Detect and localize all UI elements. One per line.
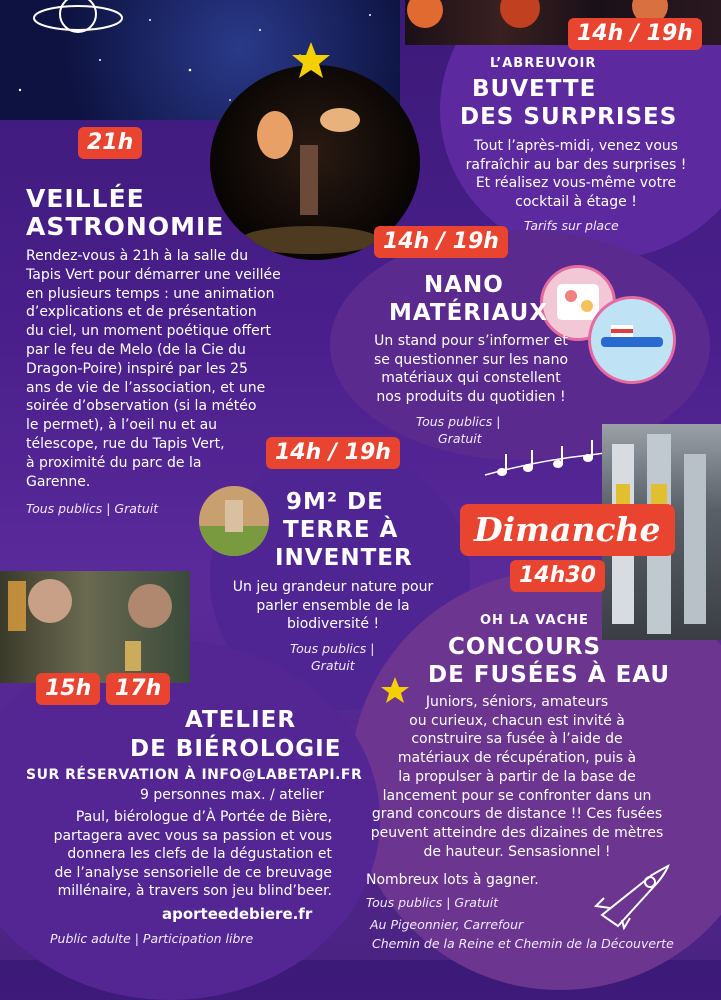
terre-game-photo — [199, 486, 269, 556]
fusees-place-2: Chemin de la Reine et Chemin de la Découverte — [372, 936, 674, 951]
biero-description: Paul, biérologue d’À Portée de Bière, partagera avec vous sa passion et vous donnera les clefs de la dégustation et de l’analyse sensorielle de ce breuvage millénaire, à travers son jeu blind’beer. — [53, 809, 332, 900]
biero-reservation: SUR RÉSERVATION À INFO@LABETAPI.FR — [26, 767, 363, 783]
astronomie-footer: Tous publics | Gratuit — [26, 501, 159, 516]
nano-description: Un stand pour s’informer et se questionner sur les nano matériaux qui constellent nos produits du quotidien ! — [373, 333, 569, 405]
astronomie-description: Rendez-vous à 21h à la salle du Tapis Vert pour démarrer une veillée en plusieurs temps : une animation d’explications et de présentation du ciel, un moment poétique offert par le feu de Melo (de la Cie du Dragon-Poire) inspiré par les 25 ans de vie de l’association, et une soirée d’observation (si la météo le permet), à l’oeil nu et au télescope, rue du Tapis Vert, à proximité du parc de la Garenne. — [26, 248, 281, 490]
biero-title-2: DE BIÉROLOGIE — [130, 736, 342, 762]
rocket-icon — [592, 860, 674, 930]
fusees-subtitle: OH LA VACHE — [480, 613, 589, 628]
buvette-description: Tout l’après-midi, venez vous rafraîchir au bar des surprises ! Et réalisez vous-même votre cocktail à étage ! — [465, 138, 687, 210]
terre-title-2: TERRE À — [283, 517, 399, 543]
buvette-footer: Tarifs sur place — [524, 218, 619, 233]
biero-website-link[interactable]: aporteedebiere.fr — [162, 905, 313, 923]
dimanche-day-tag: Dimanche — [460, 504, 675, 556]
biero-time-tag-2: 17h — [106, 673, 170, 705]
terre-description: Un jeu grandeur nature pour parler ensemble de la biodiversité ! — [232, 579, 434, 632]
nano-time-tag: 14h / 19h — [374, 226, 508, 258]
buvette-title-1: BUVETTE — [472, 76, 597, 102]
fusees-place-1: Au Pigeonnier, Carrefour — [370, 917, 524, 932]
biero-capacity: 9 personnes max. / atelier — [140, 787, 324, 803]
fusees-title-1: CONCOURS — [448, 634, 602, 660]
astronomie-title-2: ASTRONOMIE — [26, 212, 225, 241]
terre-title-3: INVENTER — [275, 545, 413, 571]
nano-footer-1: Tous publics | — [416, 414, 501, 429]
nano-title-2: MATÉRIAUX — [389, 300, 549, 326]
fusees-description: Juniors, séniors, amateurs ou curieux, chacun est invité à construire sa fusée à l’aide de matériaux de récupération, puis à la propulser à partir de la base de lancement pour se confronter dans un grand concours de distance !! Ces fusées peuvent atteindre des dizaines de mètres de hauteur. Sensasionnel ! — [370, 694, 664, 860]
nano-title-1: NANO — [424, 272, 504, 298]
nano-toothbrush-photo — [588, 296, 676, 384]
astronomie-time-tag: 21h — [78, 127, 142, 159]
terre-title-1: 9M² DE — [286, 489, 384, 515]
nano-footer-2: Gratuit — [438, 431, 482, 446]
buvette-subtitle: L’ABREUVOIR — [490, 56, 597, 71]
terre-time-tag: 14h / 19h — [266, 437, 400, 469]
terre-footer-2: Gratuit — [311, 658, 355, 673]
biero-title-1: ATELIER — [185, 707, 297, 733]
fusees-prizes: Nombreux lots à gagner. — [366, 872, 539, 888]
biero-footer: Public adulte | Participation libre — [50, 931, 254, 946]
fusees-footer: Tous publics | Gratuit — [366, 895, 499, 910]
star-icon — [290, 40, 332, 80]
fusees-title-2: DE FUSÉES À EAU — [428, 662, 671, 688]
astronomie-title-1: VEILLÉE — [26, 184, 145, 213]
dimanche-time-tag: 14h30 — [510, 560, 605, 592]
beer-tasting-photo — [0, 571, 190, 683]
planet-icon — [30, 0, 125, 40]
buvette-title-2: DES SURPRISES — [460, 104, 678, 130]
biero-time-tag-1: 15h — [36, 673, 100, 705]
terre-footer-1: Tous publics | — [290, 641, 375, 656]
buvette-time-tag: 14h / 19h — [568, 18, 702, 50]
